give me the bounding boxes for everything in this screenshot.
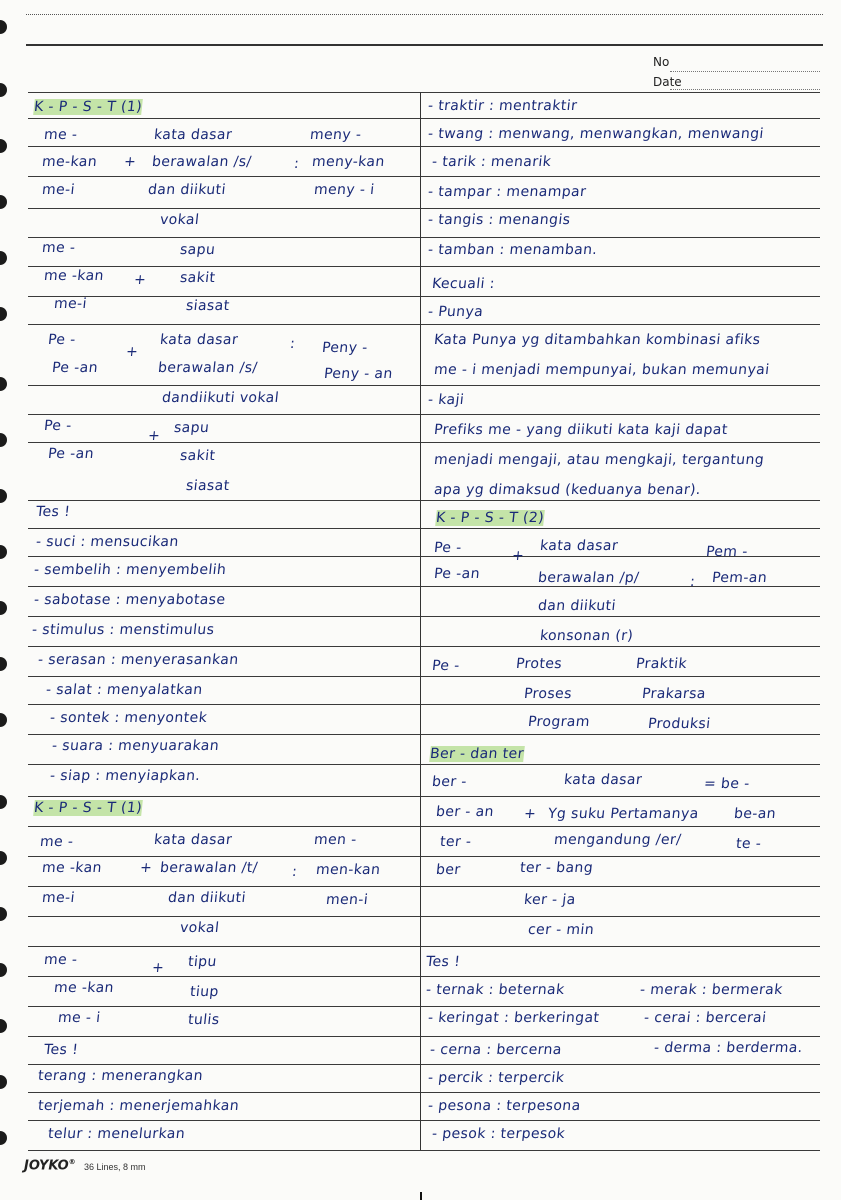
example-word: cer - min xyxy=(527,922,595,938)
prefix-me: me - xyxy=(43,127,79,143)
result-be-an: be-an xyxy=(733,806,777,822)
result-te: te - xyxy=(735,836,763,852)
example-item: - tampar : menampar xyxy=(427,184,588,200)
example-word: Praktik xyxy=(635,656,688,672)
heading-kpst-1b: K - P - S - T (1) xyxy=(33,800,143,816)
text-vokal: vokal xyxy=(179,920,221,936)
example-word: ker - ja xyxy=(523,892,577,908)
ruled-line xyxy=(28,616,820,617)
text-konsonan-r: konsonan (r) xyxy=(539,628,635,644)
tes-item: - keringat : berkeringat xyxy=(427,1010,601,1026)
ruled-line xyxy=(28,1036,820,1037)
example-item: - tarik : menarik xyxy=(431,154,553,170)
exception-punya: - Punya xyxy=(427,304,484,320)
tes-item: - suci : mensucikan xyxy=(35,534,180,550)
ruled-line xyxy=(28,1120,820,1121)
binding-hole xyxy=(0,657,7,671)
ruled-line xyxy=(28,414,820,415)
binding-hole xyxy=(0,251,7,265)
example-sakit: sakit xyxy=(179,448,217,464)
example-prefix-pe: Pe - xyxy=(43,418,73,434)
binding-hole xyxy=(0,1075,7,1089)
plus-sign: + xyxy=(151,960,165,976)
binding-hole xyxy=(0,1019,7,1033)
ruled-line xyxy=(28,296,820,297)
tes-item: telur : menelurkan xyxy=(47,1126,186,1142)
example-item: - tamban : menamban. xyxy=(427,242,599,258)
plus-sign: + xyxy=(133,272,147,288)
colon-sign: : xyxy=(293,156,300,172)
tes-item: - sontek : menyontek xyxy=(49,710,208,726)
date-dotted-line xyxy=(670,89,820,90)
tes-item: - merak : bermerak xyxy=(639,982,784,998)
text-dan-diikuti: dan diikuti xyxy=(147,182,227,198)
kecuali-heading: Kecuali : xyxy=(431,276,496,292)
example-word: Proses xyxy=(523,686,573,702)
prefix-pe-an: Pe -an xyxy=(51,360,99,376)
result-men: men - xyxy=(313,832,358,848)
exception-note: apa yg dimaksud (keduanya benar). xyxy=(433,482,702,498)
example-prefix-me-i: me - i xyxy=(57,1010,102,1026)
tes-item: - cerai : bercerai xyxy=(643,1010,768,1026)
text-vokal: vokal xyxy=(159,212,201,228)
tes-item: - serasan : menyerasankan xyxy=(37,652,240,668)
tes-item: - derma : berderma. xyxy=(653,1040,804,1056)
ruled-line xyxy=(28,886,820,887)
binding-hole xyxy=(0,545,7,559)
ruled-line xyxy=(28,676,820,677)
tes-heading: Tes ! xyxy=(425,954,461,970)
binding-hole xyxy=(0,307,7,321)
heading-ber-dan-ter: Ber - dan ter xyxy=(429,746,525,762)
result-peny-an: Peny - an xyxy=(323,366,394,382)
prefix-pe: Pe - xyxy=(47,332,77,348)
ruled-line xyxy=(28,208,820,209)
prefix-ber: ber - xyxy=(431,774,468,790)
example-tipu: tipu xyxy=(187,954,218,970)
ruled-line xyxy=(28,704,820,705)
example-word: Protes xyxy=(515,656,563,672)
text-kata-dasar: kata dasar xyxy=(153,127,233,143)
bottom-center-mark xyxy=(420,1192,422,1200)
ruled-line xyxy=(28,92,820,93)
result-peny: Peny - xyxy=(321,340,369,356)
result-men-kan: men-kan xyxy=(315,862,382,878)
binding-hole xyxy=(0,139,7,153)
plus-sign: + xyxy=(523,806,537,822)
paper-spec: 36 Lines, 8 mm xyxy=(84,1162,146,1172)
binding-hole xyxy=(0,433,7,447)
text-berawalan-s: berawalan /s/ xyxy=(157,360,259,376)
ruled-line xyxy=(28,556,820,557)
example-prefix-me-i: me-i xyxy=(53,296,88,312)
prefix-ber-an: ber - an xyxy=(435,804,495,820)
prefix-me-i: me-i xyxy=(41,182,76,198)
text-dan-diikuti-vokal: dandiikuti vokal xyxy=(161,390,280,406)
ruled-line xyxy=(28,1006,820,1007)
ruled-line xyxy=(28,1092,820,1093)
prefix-me-kan: me -kan xyxy=(41,860,103,876)
text-suku-pertama: Yg suku Pertamanya xyxy=(547,806,700,822)
tes-item: terjemah : menerjemahkan xyxy=(37,1098,240,1114)
binding-hole xyxy=(0,851,7,865)
ruled-line xyxy=(28,734,820,735)
result-men-i: men-i xyxy=(325,892,369,908)
ruled-line xyxy=(28,646,820,647)
text-berawalan-p: berawalan /p/ xyxy=(537,570,641,586)
example-word: Prakarsa xyxy=(641,686,707,702)
heading-kpst-1: K - P - S - T (1) xyxy=(33,99,143,115)
example-prefix-pe-an: Pe -an xyxy=(47,446,95,462)
binding-hole xyxy=(0,195,7,209)
tes-item: - siap : menyiapkan. xyxy=(49,768,202,784)
binding-hole xyxy=(0,713,7,727)
ruled-line xyxy=(28,385,820,386)
ruled-line xyxy=(28,118,820,119)
top-border-line xyxy=(26,44,823,46)
no-dotted-line xyxy=(670,71,820,72)
example-sapu: sapu xyxy=(173,420,211,436)
ruled-line xyxy=(28,1064,820,1065)
ruled-line xyxy=(28,1150,820,1151)
binding-hole xyxy=(0,601,7,615)
example-prefix-me: me - xyxy=(43,952,79,968)
example-prefix-me-kan: me -kan xyxy=(53,980,115,996)
tes-item: - pesok : terpesok xyxy=(431,1126,566,1142)
example-prefix-pe: Pe - xyxy=(431,658,461,674)
text-kata-dasar: kata dasar xyxy=(159,332,239,348)
example-word: Program xyxy=(527,714,591,730)
ruled-line xyxy=(28,976,820,977)
result-meny-i: meny - i xyxy=(313,182,376,198)
colon-sign: : xyxy=(291,864,298,880)
ruled-line xyxy=(28,176,820,177)
ruled-line xyxy=(28,796,820,797)
exception-note: Kata Punya yg ditambahkan kombinasi afiks xyxy=(433,332,762,348)
example-prefix-me: me - xyxy=(41,240,77,256)
text-kata-dasar: kata dasar xyxy=(563,772,643,788)
exception-kaji: - kaji xyxy=(427,392,465,408)
ruled-line xyxy=(28,764,820,765)
tes-item: - ternak : beternak xyxy=(425,982,566,998)
ruled-line xyxy=(28,266,820,267)
tes-item: - sabotase : menyabotase xyxy=(33,592,227,608)
ruled-line xyxy=(28,500,820,501)
example-siasat: siasat xyxy=(185,478,231,494)
plus-sign: + xyxy=(123,154,137,170)
binding-hole xyxy=(0,20,7,34)
ruled-line xyxy=(28,237,820,238)
tes-item: - suara : menyuarakan xyxy=(51,738,220,754)
prefix-me: me - xyxy=(39,834,75,850)
text-kata-dasar: kata dasar xyxy=(539,538,619,554)
example-sakit: sakit xyxy=(179,270,217,286)
plus-sign: + xyxy=(147,428,161,444)
ruled-line xyxy=(28,826,820,827)
tes-heading: Tes ! xyxy=(35,504,71,520)
example-sapu: sapu xyxy=(179,242,217,258)
example-tulis: tulis xyxy=(187,1012,221,1028)
prefix-pe: Pe - xyxy=(433,540,463,556)
binding-hole xyxy=(0,795,7,809)
example-item: - traktir : mentraktir xyxy=(427,98,579,114)
ruled-line xyxy=(28,528,820,529)
plus-sign: + xyxy=(511,548,525,564)
tes-item: - stimulus : menstimulus xyxy=(31,622,216,638)
exception-note: Prefiks me - yang diikuti kata kaji dapat xyxy=(433,422,729,438)
brand-logo: JOYKO® xyxy=(24,1158,76,1174)
prefix-me-kan: me-kan xyxy=(41,154,98,170)
binding-hole xyxy=(0,377,7,391)
colon-sign: : xyxy=(289,336,296,352)
example-item: - tangis : menangis xyxy=(427,212,572,228)
text-dan-diikuti: dan diikuti xyxy=(537,598,617,614)
result-meny: meny - xyxy=(309,127,363,143)
example-tiup: tiup xyxy=(189,984,220,1000)
tes-item: - salat : menyalatkan xyxy=(45,682,204,698)
text-mengandung-er: mengandung /er/ xyxy=(553,832,683,848)
result-meny-kan: meny-kan xyxy=(311,154,386,170)
example-item: - twang : menwang, menwangkan, menwangi xyxy=(427,126,765,142)
ruled-line xyxy=(28,916,820,917)
example-siasat: siasat xyxy=(185,298,231,314)
prefix-me-i: me-i xyxy=(41,890,76,906)
example-word: Produksi xyxy=(647,716,712,732)
binding-hole xyxy=(0,963,7,977)
ruled-line xyxy=(28,586,820,587)
tes-item: - percik : terpercik xyxy=(427,1070,566,1086)
example-ber: ber xyxy=(435,862,462,878)
text-berawalan-s: berawalan /s/ xyxy=(151,154,253,170)
result-pem-an: Pem-an xyxy=(711,570,768,586)
ruled-line xyxy=(28,146,820,147)
plus-sign: + xyxy=(139,860,153,876)
heading-kpst-2: K - P - S - T (2) xyxy=(435,510,545,526)
result-be: = be - xyxy=(703,776,751,792)
binding-hole xyxy=(0,907,7,921)
perforation-line xyxy=(26,14,823,15)
center-divider-line xyxy=(420,92,421,1150)
tes-heading: Tes ! xyxy=(43,1042,79,1058)
exception-note: me - i menjadi mempunyai, bukan memunyai xyxy=(433,362,771,378)
tes-item: - cerna : bercerna xyxy=(429,1042,563,1058)
text-kata-dasar: kata dasar xyxy=(153,832,233,848)
text-berawalan-t: berawalan /t/ xyxy=(159,860,259,876)
ruled-line xyxy=(28,856,820,857)
plus-sign: + xyxy=(125,344,139,360)
binding-hole xyxy=(0,1131,7,1145)
binding-hole xyxy=(0,83,7,97)
colon-sign: : xyxy=(689,574,696,590)
exception-note: menjadi mengaji, atau mengkaji, tergantung xyxy=(433,452,765,468)
no-label: No xyxy=(653,55,670,69)
example-word: ter - bang xyxy=(519,860,594,876)
example-prefix-me-kan: me -kan xyxy=(43,268,105,284)
binding-hole xyxy=(0,489,7,503)
tes-item: - pesona : terpesona xyxy=(427,1098,582,1114)
prefix-ter: ter - xyxy=(439,834,473,850)
prefix-pe-an: Pe -an xyxy=(433,566,481,582)
date-label: Date xyxy=(653,75,682,89)
tes-item: - sembelih : menyembelih xyxy=(33,562,228,578)
ruled-line xyxy=(28,324,820,325)
result-pem: Pem - xyxy=(705,544,749,560)
text-dan-diikuti: dan diikuti xyxy=(167,890,247,906)
ruled-line xyxy=(28,946,820,947)
tes-item: terang : menerangkan xyxy=(37,1068,204,1084)
